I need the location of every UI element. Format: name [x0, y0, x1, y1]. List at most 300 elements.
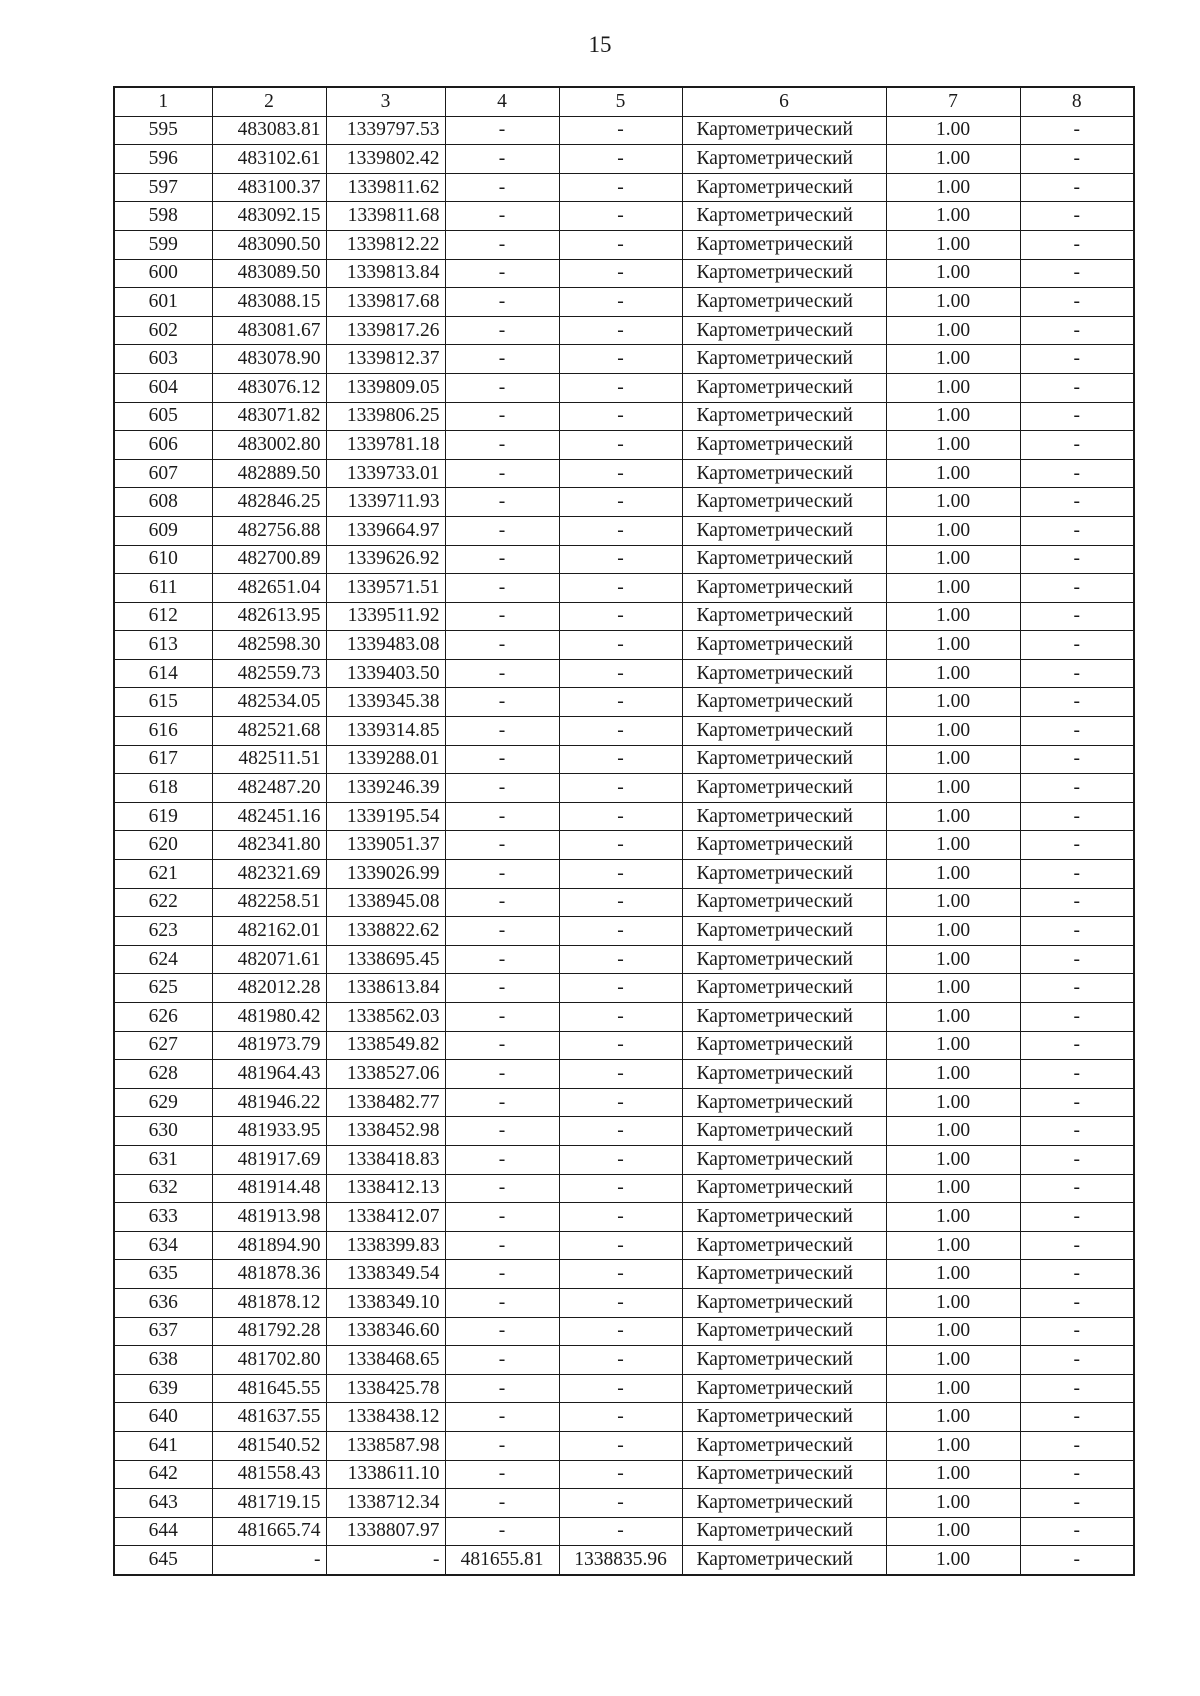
x-coordinate-cell: 483090.50 [212, 230, 326, 259]
method-cell: Картометрический [682, 717, 886, 746]
method-cell: Картометрический [682, 459, 886, 488]
accuracy-cell: 1.00 [886, 1003, 1020, 1032]
accuracy-cell: 1.00 [886, 202, 1020, 231]
table-row [114, 259, 1134, 288]
y-new-coordinate-cell: - [559, 230, 682, 259]
table-row [114, 1288, 1134, 1317]
point-number-cell: 636 [114, 1288, 212, 1317]
y-new-coordinate-cell: - [559, 1088, 682, 1117]
table-row [114, 459, 1134, 488]
accuracy-cell: 1.00 [886, 288, 1020, 317]
x-coordinate-cell: 482700.89 [212, 545, 326, 574]
accuracy-cell: 1.00 [886, 1317, 1020, 1346]
description-cell: - [1020, 1088, 1134, 1117]
x-coordinate-cell: 482451.16 [212, 802, 326, 831]
point-number-cell: 598 [114, 202, 212, 231]
method-cell: Картометрический [682, 1117, 886, 1146]
method-cell: Картометрический [682, 974, 886, 1003]
y-coordinate-cell: 1339812.22 [326, 230, 445, 259]
point-number-cell: 596 [114, 145, 212, 174]
x-new-coordinate-cell: - [445, 402, 559, 431]
description-cell: - [1020, 259, 1134, 288]
method-cell: Картометрический [682, 173, 886, 202]
y-coordinate-cell: 1338549.82 [326, 1031, 445, 1060]
method-cell: Картометрический [682, 774, 886, 803]
accuracy-cell: 1.00 [886, 1517, 1020, 1546]
y-coordinate-cell: 1339806.25 [326, 402, 445, 431]
x-new-coordinate-cell: - [445, 1117, 559, 1146]
y-coordinate-cell: 1339511.92 [326, 602, 445, 631]
point-number-cell: 617 [114, 745, 212, 774]
x-new-coordinate-cell: - [445, 1346, 559, 1375]
point-number-cell: 625 [114, 974, 212, 1003]
y-coordinate-cell: 1338482.77 [326, 1088, 445, 1117]
y-coordinate-cell: 1338613.84 [326, 974, 445, 1003]
point-number-cell: 609 [114, 516, 212, 545]
method-cell: Картометрический [682, 1546, 886, 1575]
y-coordinate-cell: 1339733.01 [326, 459, 445, 488]
point-number-cell: 608 [114, 488, 212, 517]
x-new-coordinate-cell: - [445, 1489, 559, 1518]
table-row [114, 1431, 1134, 1460]
accuracy-cell: 1.00 [886, 516, 1020, 545]
point-number-cell: 640 [114, 1403, 212, 1432]
method-cell: Картометрический [682, 1060, 886, 1089]
x-coordinate-cell: 481964.43 [212, 1060, 326, 1089]
description-cell: - [1020, 1517, 1134, 1546]
x-coordinate-cell: 483002.80 [212, 431, 326, 460]
x-coordinate-cell: 482756.88 [212, 516, 326, 545]
accuracy-cell: 1.00 [886, 545, 1020, 574]
x-new-coordinate-cell: - [445, 1145, 559, 1174]
x-new-coordinate-cell: - [445, 688, 559, 717]
y-new-coordinate-cell: - [559, 173, 682, 202]
accuracy-cell: 1.00 [886, 145, 1020, 174]
point-number-cell: 627 [114, 1031, 212, 1060]
table-row [114, 288, 1134, 317]
x-coordinate-cell: 482521.68 [212, 717, 326, 746]
description-cell: - [1020, 1260, 1134, 1289]
accuracy-cell: 1.00 [886, 1460, 1020, 1489]
table-row [114, 860, 1134, 889]
x-coordinate-cell: 481637.55 [212, 1403, 326, 1432]
x-new-coordinate-cell: - [445, 116, 559, 145]
table-row [114, 574, 1134, 603]
y-new-coordinate-cell: - [559, 1003, 682, 1032]
x-new-coordinate-cell: - [445, 145, 559, 174]
x-new-coordinate-cell: - [445, 516, 559, 545]
y-coordinate-cell: 1338346.60 [326, 1317, 445, 1346]
x-new-coordinate-cell: - [445, 1174, 559, 1203]
y-coordinate-cell: 1339403.50 [326, 659, 445, 688]
column-header: 8 [1020, 87, 1134, 116]
method-cell: Картометрический [682, 1374, 886, 1403]
y-coordinate-cell: 1339483.08 [326, 631, 445, 660]
method-cell: Картометрический [682, 574, 886, 603]
accuracy-cell: 1.00 [886, 1288, 1020, 1317]
x-coordinate-cell: 481792.28 [212, 1317, 326, 1346]
x-coordinate-cell: 483076.12 [212, 373, 326, 402]
table-row [114, 202, 1134, 231]
description-cell: - [1020, 831, 1134, 860]
method-cell: Картометрический [682, 1145, 886, 1174]
x-new-coordinate-cell: - [445, 831, 559, 860]
table-row [114, 1346, 1134, 1375]
description-cell: - [1020, 1003, 1134, 1032]
y-new-coordinate-cell: - [559, 745, 682, 774]
method-cell: Картометрический [682, 631, 886, 660]
point-number-cell: 630 [114, 1117, 212, 1146]
accuracy-cell: 1.00 [886, 945, 1020, 974]
x-new-coordinate-cell: - [445, 602, 559, 631]
description-cell: - [1020, 1174, 1134, 1203]
method-cell: Картометрический [682, 1231, 886, 1260]
x-coordinate-cell: 481558.43 [212, 1460, 326, 1489]
table-row [114, 1145, 1134, 1174]
y-new-coordinate-cell: - [559, 945, 682, 974]
point-number-cell: 621 [114, 860, 212, 889]
method-cell: Картометрический [682, 745, 886, 774]
y-new-coordinate-cell: - [559, 345, 682, 374]
description-cell: - [1020, 602, 1134, 631]
y-new-coordinate-cell: - [559, 288, 682, 317]
y-coordinate-cell: 1339817.26 [326, 316, 445, 345]
accuracy-cell: 1.00 [886, 917, 1020, 946]
point-number-cell: 633 [114, 1203, 212, 1232]
y-new-coordinate-cell: - [559, 888, 682, 917]
accuracy-cell: 1.00 [886, 316, 1020, 345]
accuracy-cell: 1.00 [886, 717, 1020, 746]
y-new-coordinate-cell: - [559, 1517, 682, 1546]
accuracy-cell: 1.00 [886, 1346, 1020, 1375]
accuracy-cell: 1.00 [886, 345, 1020, 374]
y-coordinate-cell: 1339195.54 [326, 802, 445, 831]
accuracy-cell: 1.00 [886, 974, 1020, 1003]
x-new-coordinate-cell: - [445, 1003, 559, 1032]
y-coordinate-cell: 1339817.68 [326, 288, 445, 317]
point-number-cell: 624 [114, 945, 212, 974]
column-header: 7 [886, 87, 1020, 116]
accuracy-cell: 1.00 [886, 1374, 1020, 1403]
y-coordinate-cell: 1338712.34 [326, 1489, 445, 1518]
method-cell: Картометрический [682, 659, 886, 688]
method-cell: Картометрический [682, 202, 886, 231]
method-cell: Картометрический [682, 230, 886, 259]
accuracy-cell: 1.00 [886, 1174, 1020, 1203]
table-row [114, 230, 1134, 259]
y-coordinate-cell: 1338527.06 [326, 1060, 445, 1089]
method-cell: Картометрический [682, 1346, 886, 1375]
y-new-coordinate-cell: - [559, 402, 682, 431]
y-coordinate-cell: 1339813.84 [326, 259, 445, 288]
point-number-cell: 618 [114, 774, 212, 803]
description-cell: - [1020, 888, 1134, 917]
table-row [114, 145, 1134, 174]
x-new-coordinate-cell: - [445, 631, 559, 660]
table-row [114, 831, 1134, 860]
point-number-cell: 613 [114, 631, 212, 660]
description-cell: - [1020, 1031, 1134, 1060]
x-new-coordinate-cell: - [445, 1317, 559, 1346]
point-number-cell: 616 [114, 717, 212, 746]
x-coordinate-cell: 483092.15 [212, 202, 326, 231]
point-number-cell: 645 [114, 1546, 212, 1575]
method-cell: Картометрический [682, 1088, 886, 1117]
method-cell: Картометрический [682, 1203, 886, 1232]
description-cell: - [1020, 574, 1134, 603]
table-row [114, 488, 1134, 517]
x-new-coordinate-cell: - [445, 717, 559, 746]
point-number-cell: 603 [114, 345, 212, 374]
y-new-coordinate-cell: - [559, 145, 682, 174]
table-row [114, 745, 1134, 774]
x-coordinate-cell: 481946.22 [212, 1088, 326, 1117]
description-cell: - [1020, 1403, 1134, 1432]
x-new-coordinate-cell: - [445, 1460, 559, 1489]
table-row [114, 1088, 1134, 1117]
description-cell: - [1020, 945, 1134, 974]
point-number-cell: 606 [114, 431, 212, 460]
table-row [114, 1174, 1134, 1203]
table-row [114, 1374, 1134, 1403]
y-new-coordinate-cell: - [559, 917, 682, 946]
page-number: 15 [588, 32, 612, 57]
y-new-coordinate-cell: - [559, 1117, 682, 1146]
method-cell: Картометрический [682, 1489, 886, 1518]
x-coordinate-cell: 481878.12 [212, 1288, 326, 1317]
x-coordinate-cell: 482012.28 [212, 974, 326, 1003]
accuracy-cell: 1.00 [886, 1203, 1020, 1232]
y-new-coordinate-cell: - [559, 631, 682, 660]
point-number-cell: 604 [114, 373, 212, 402]
x-coordinate-cell: 483071.82 [212, 402, 326, 431]
x-coordinate-cell: 482613.95 [212, 602, 326, 631]
point-number-cell: 600 [114, 259, 212, 288]
x-coordinate-cell: 481540.52 [212, 1431, 326, 1460]
table-row [114, 1203, 1134, 1232]
description-cell: - [1020, 373, 1134, 402]
y-coordinate-cell: 1339314.85 [326, 717, 445, 746]
x-new-coordinate-cell: - [445, 774, 559, 803]
description-cell: - [1020, 1346, 1134, 1375]
description-cell: - [1020, 1546, 1134, 1575]
x-coordinate-cell: 482258.51 [212, 888, 326, 917]
x-new-coordinate-cell: - [445, 1088, 559, 1117]
point-number-cell: 643 [114, 1489, 212, 1518]
x-new-coordinate-cell: - [445, 860, 559, 889]
x-coordinate-cell: 481913.98 [212, 1203, 326, 1232]
table-row [114, 974, 1134, 1003]
y-coordinate-cell: 1339345.38 [326, 688, 445, 717]
method-cell: Картометрический [682, 116, 886, 145]
column-header: 1 [114, 87, 212, 116]
x-coordinate-cell: 481980.42 [212, 1003, 326, 1032]
x-new-coordinate-cell: - [445, 1231, 559, 1260]
x-coordinate-cell: 482889.50 [212, 459, 326, 488]
method-cell: Картометрический [682, 488, 886, 517]
x-new-coordinate-cell: - [445, 574, 559, 603]
table-row [114, 373, 1134, 402]
method-cell: Картометрический [682, 1260, 886, 1289]
y-coordinate-cell: 1339626.92 [326, 545, 445, 574]
y-new-coordinate-cell: - [559, 574, 682, 603]
accuracy-cell: 1.00 [886, 1489, 1020, 1518]
method-cell: Картометрический [682, 1031, 886, 1060]
x-new-coordinate-cell: - [445, 345, 559, 374]
method-cell: Картометрический [682, 802, 886, 831]
description-cell: - [1020, 230, 1134, 259]
x-coordinate-cell: 481702.80 [212, 1346, 326, 1375]
x-coordinate-cell: 481894.90 [212, 1231, 326, 1260]
point-number-cell: 615 [114, 688, 212, 717]
table-row [114, 1260, 1134, 1289]
x-new-coordinate-cell: - [445, 974, 559, 1003]
accuracy-cell: 1.00 [886, 1260, 1020, 1289]
x-coordinate-cell: 483100.37 [212, 173, 326, 202]
x-new-coordinate-cell: - [445, 1288, 559, 1317]
point-number-cell: 626 [114, 1003, 212, 1032]
point-number-cell: 644 [114, 1517, 212, 1546]
y-new-coordinate-cell: - [559, 1060, 682, 1089]
x-new-coordinate-cell: - [445, 545, 559, 574]
accuracy-cell: 1.00 [886, 1088, 1020, 1117]
point-number-cell: 639 [114, 1374, 212, 1403]
table-row [114, 774, 1134, 803]
description-cell: - [1020, 717, 1134, 746]
description-cell: - [1020, 1460, 1134, 1489]
accuracy-cell: 1.00 [886, 488, 1020, 517]
table-row [114, 345, 1134, 374]
column-header: 5 [559, 87, 682, 116]
x-new-coordinate-cell: - [445, 1431, 559, 1460]
point-number-cell: 599 [114, 230, 212, 259]
x-new-coordinate-cell: - [445, 659, 559, 688]
y-coordinate-cell: 1338822.62 [326, 917, 445, 946]
x-coordinate-cell: 482487.20 [212, 774, 326, 803]
x-coordinate-cell: 482559.73 [212, 659, 326, 688]
description-cell: - [1020, 145, 1134, 174]
description-cell: - [1020, 1203, 1134, 1232]
method-cell: Картометрический [682, 288, 886, 317]
y-new-coordinate-cell: - [559, 1145, 682, 1174]
description-cell: - [1020, 1431, 1134, 1460]
y-coordinate-cell: 1338412.07 [326, 1203, 445, 1232]
x-new-coordinate-cell: - [445, 1260, 559, 1289]
method-cell: Картометрический [682, 145, 886, 174]
accuracy-cell: 1.00 [886, 459, 1020, 488]
table-row [114, 688, 1134, 717]
y-new-coordinate-cell: - [559, 259, 682, 288]
x-new-coordinate-cell: - [445, 202, 559, 231]
y-new-coordinate-cell: - [559, 459, 682, 488]
description-cell: - [1020, 1288, 1134, 1317]
point-number-cell: 611 [114, 574, 212, 603]
accuracy-cell: 1.00 [886, 831, 1020, 860]
x-coordinate-cell: 482598.30 [212, 631, 326, 660]
point-number-cell: 623 [114, 917, 212, 946]
method-cell: Картометрический [682, 316, 886, 345]
description-cell: - [1020, 316, 1134, 345]
column-header: 4 [445, 87, 559, 116]
point-number-cell: 620 [114, 831, 212, 860]
y-new-coordinate-cell: - [559, 1260, 682, 1289]
method-cell: Картометрический [682, 345, 886, 374]
x-coordinate-cell: 482071.61 [212, 945, 326, 974]
y-new-coordinate-cell: - [559, 1203, 682, 1232]
point-number-cell: 595 [114, 116, 212, 145]
x-new-coordinate-cell: - [445, 1060, 559, 1089]
description-cell: - [1020, 917, 1134, 946]
description-cell: - [1020, 1145, 1134, 1174]
accuracy-cell: 1.00 [886, 602, 1020, 631]
x-new-coordinate-cell: - [445, 373, 559, 402]
y-new-coordinate-cell: - [559, 1403, 682, 1432]
table-row [114, 316, 1134, 345]
description-cell: - [1020, 860, 1134, 889]
y-new-coordinate-cell: - [559, 774, 682, 803]
description-cell: - [1020, 402, 1134, 431]
x-new-coordinate-cell: - [445, 888, 559, 917]
method-cell: Картометрический [682, 545, 886, 574]
y-new-coordinate-cell: - [559, 1288, 682, 1317]
table-row [114, 1460, 1134, 1489]
description-cell: - [1020, 774, 1134, 803]
accuracy-cell: 1.00 [886, 1231, 1020, 1260]
table-row [114, 1231, 1134, 1260]
method-cell: Картометрический [682, 1174, 886, 1203]
method-cell: Картометрический [682, 1288, 886, 1317]
y-new-coordinate-cell: - [559, 688, 682, 717]
y-coordinate-cell: 1338945.08 [326, 888, 445, 917]
y-coordinate-cell: 1338587.98 [326, 1431, 445, 1460]
method-cell: Картометрический [682, 945, 886, 974]
description-cell: - [1020, 631, 1134, 660]
x-coordinate-cell: 481665.74 [212, 1517, 326, 1546]
description-cell: - [1020, 545, 1134, 574]
y-new-coordinate-cell: - [559, 1489, 682, 1518]
accuracy-cell: 1.00 [886, 574, 1020, 603]
table-row [114, 545, 1134, 574]
y-new-coordinate-cell: - [559, 1460, 682, 1489]
table-row [114, 602, 1134, 631]
y-coordinate-cell: 1339711.93 [326, 488, 445, 517]
description-cell: - [1020, 1489, 1134, 1518]
point-number-cell: 614 [114, 659, 212, 688]
y-coordinate-cell: 1338468.65 [326, 1346, 445, 1375]
y-new-coordinate-cell: - [559, 1174, 682, 1203]
y-coordinate-cell: 1339051.37 [326, 831, 445, 860]
x-new-coordinate-cell: - [445, 288, 559, 317]
table-row [114, 1003, 1134, 1032]
method-cell: Картометрический [682, 831, 886, 860]
method-cell: Картометрический [682, 1003, 886, 1032]
x-coordinate-cell: - [212, 1546, 326, 1575]
method-cell: Картометрический [682, 1431, 886, 1460]
x-coordinate-cell: 481878.36 [212, 1260, 326, 1289]
x-new-coordinate-cell: - [445, 917, 559, 946]
coordinates-table [113, 86, 1135, 1576]
y-new-coordinate-cell: - [559, 659, 682, 688]
table-row [114, 1489, 1134, 1518]
method-cell: Картометрический [682, 516, 886, 545]
method-cell: Картометрический [682, 373, 886, 402]
y-new-coordinate-cell: 1338835.96 [559, 1546, 682, 1575]
description-cell: - [1020, 1374, 1134, 1403]
y-coordinate-cell: 1339811.68 [326, 202, 445, 231]
table-row [114, 945, 1134, 974]
table-row [114, 1031, 1134, 1060]
accuracy-cell: 1.00 [886, 402, 1020, 431]
